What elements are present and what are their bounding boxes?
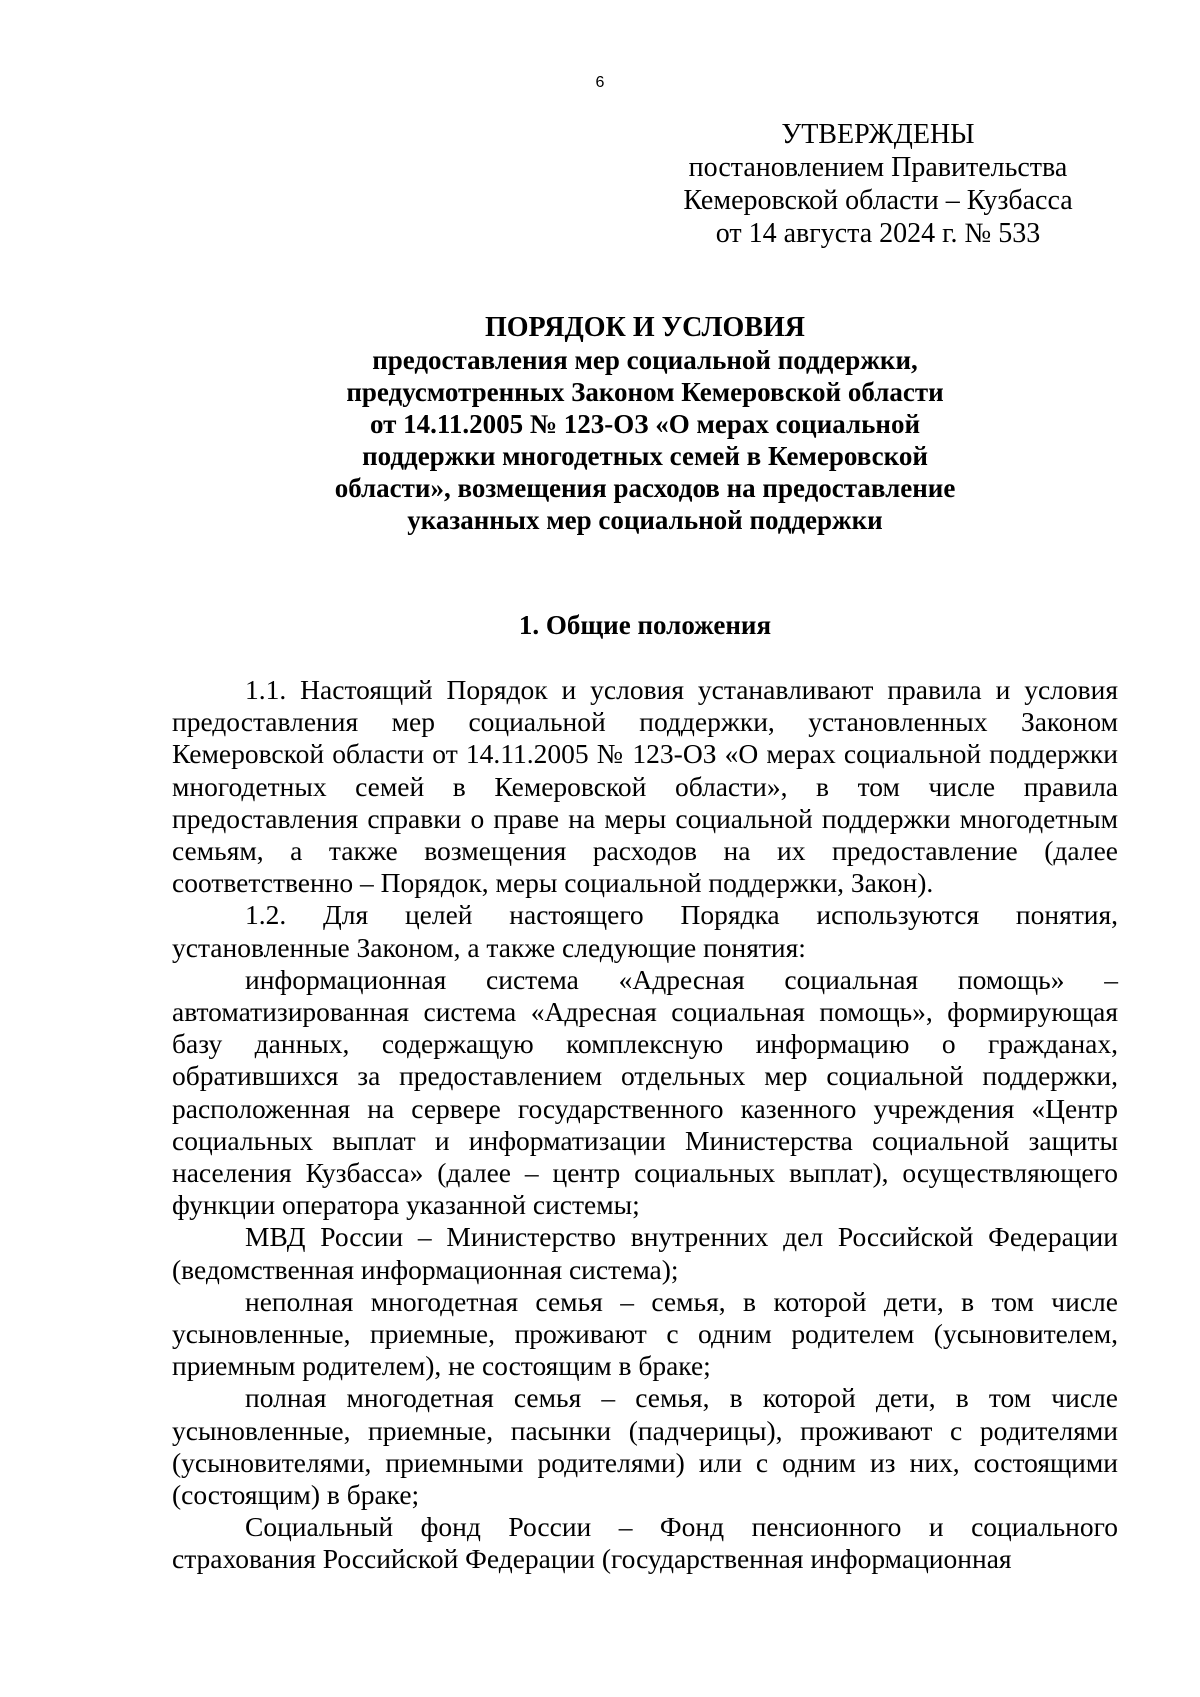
document-main-title: ПОРЯДОК И УСЛОВИЯ <box>484 312 805 343</box>
document-subtitle-line: предоставления мер социальной поддержки, <box>372 345 918 375</box>
page-number: 6 <box>595 74 605 91</box>
document-subtitle-line: области», возмещения расходов на предоставление <box>334 473 956 503</box>
document-subtitle-line: предусмотренных Законом Кемеровской области <box>346 377 944 407</box>
document-subtitle-line: поддержки многодетных семей в Кемеровской <box>362 441 928 471</box>
paragraph: 1.1. Настоящий Порядок и условия устанавливают правила и условия предоставления мер социальной поддержки, установленных Законом Кемеровской области от 14.11.2005 № 123-ОЗ «О мерах социальной поддержки многодетных семей в Кемеровской области», в том числе правила предоставления справки о праве на меры социальной поддержки многодетным семьям, а также возмещения расходов на их предоставление (далее соответственно – Порядок, меры социальной поддержки, Закон). <box>172 674 1118 899</box>
section-heading: 1. Общие положения <box>518 610 772 640</box>
approval-stamp-block <box>668 118 1088 250</box>
paragraph: полная многодетная семья – семья, в которой дети, в том числе усыновленные, приемные, пасынки (падчерицы), проживают с родителями (усыновителями, приемными родителями) или с одним из них, состоящими (состоящим) в браке; <box>172 1382 1118 1511</box>
document-subtitle-line: от 14.11.2005 № 123-ОЗ «О мерах социальной <box>369 409 921 439</box>
approval-line: постановлением Правительства <box>688 152 1068 183</box>
document-title <box>172 312 1118 536</box>
approval-date-number: от 14 августа 2024 г. № 533 <box>715 218 1041 249</box>
paragraph: информационная система «Адресная социальная помощь» – автоматизированная система «Адресная социальная помощь», формирующая базу данных, содержащую комплексную информацию о гражданах, обратившихся за предоставлением отдельных мер социальной поддержки, расположенная на сервере государственного казенного учреждения «Центр социальных выплат и информатизации Министерства социальной защиты населения Кузбасса» (далее – центр социальных выплат), осуществляющего функции оператора указанной системы; <box>172 963 1118 1221</box>
section-body <box>172 674 1118 1576</box>
paragraph: МВД России – Министерство внутренних дел Российской Федерации (ведомственная информационная система); <box>172 1221 1118 1285</box>
paragraph: Социальный фонд России – Фонд пенсионного и социального страхования Российской Федерации (государственная информационная <box>172 1511 1118 1575</box>
paragraph: неполная многодетная семья – семья, в которой дети, в том числе усыновленные, приемные, проживают с одним родителем (усыновителем, приемным родителем), не состоящим в браке; <box>172 1285 1118 1382</box>
paragraph: 1.2. Для целей настоящего Порядка используются понятия, установленные Законом, а также следующие понятия: <box>172 899 1118 963</box>
approval-line: Кемеровской области – Кузбасса <box>683 185 1073 216</box>
document-subtitle-line: указанных мер социальной поддержки <box>407 505 883 535</box>
approval-heading: УТВЕРЖДЕНЫ <box>781 119 975 150</box>
